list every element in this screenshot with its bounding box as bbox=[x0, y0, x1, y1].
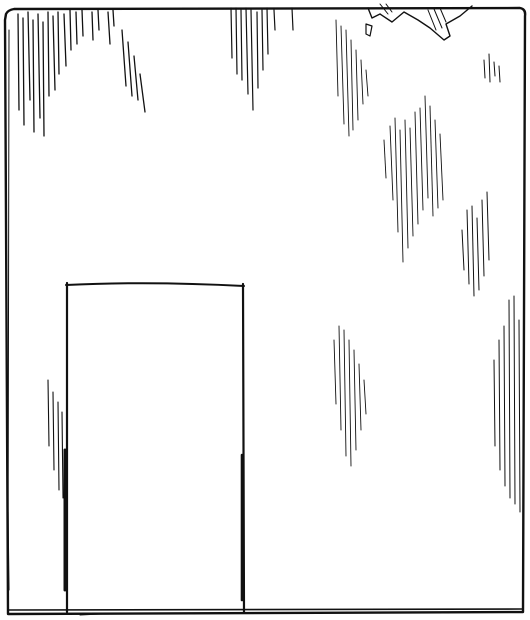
hatch-cluster-center bbox=[334, 326, 366, 466]
hatch-cluster-top-center bbox=[231, 8, 293, 110]
hatch-cluster-right-upper bbox=[384, 96, 443, 262]
hatch-cluster-right-edge bbox=[494, 296, 520, 512]
hatch-cluster-top-left bbox=[18, 10, 145, 136]
crack-outline bbox=[368, 6, 472, 40]
door-lintel bbox=[66, 283, 244, 286]
panel-border bbox=[5, 8, 525, 614]
panel-frame bbox=[5, 8, 525, 614]
hatch-cluster-left-door bbox=[8, 380, 63, 590]
crack-chip bbox=[366, 24, 372, 36]
hatch-cluster-right-mid bbox=[462, 192, 489, 296]
floor-line bbox=[8, 609, 522, 610]
wall-hatching bbox=[8, 8, 520, 590]
doorway bbox=[65, 283, 244, 615]
hatch-cluster-mid-top bbox=[336, 20, 368, 136]
hatch-cluster-top-right-mark bbox=[484, 54, 500, 82]
